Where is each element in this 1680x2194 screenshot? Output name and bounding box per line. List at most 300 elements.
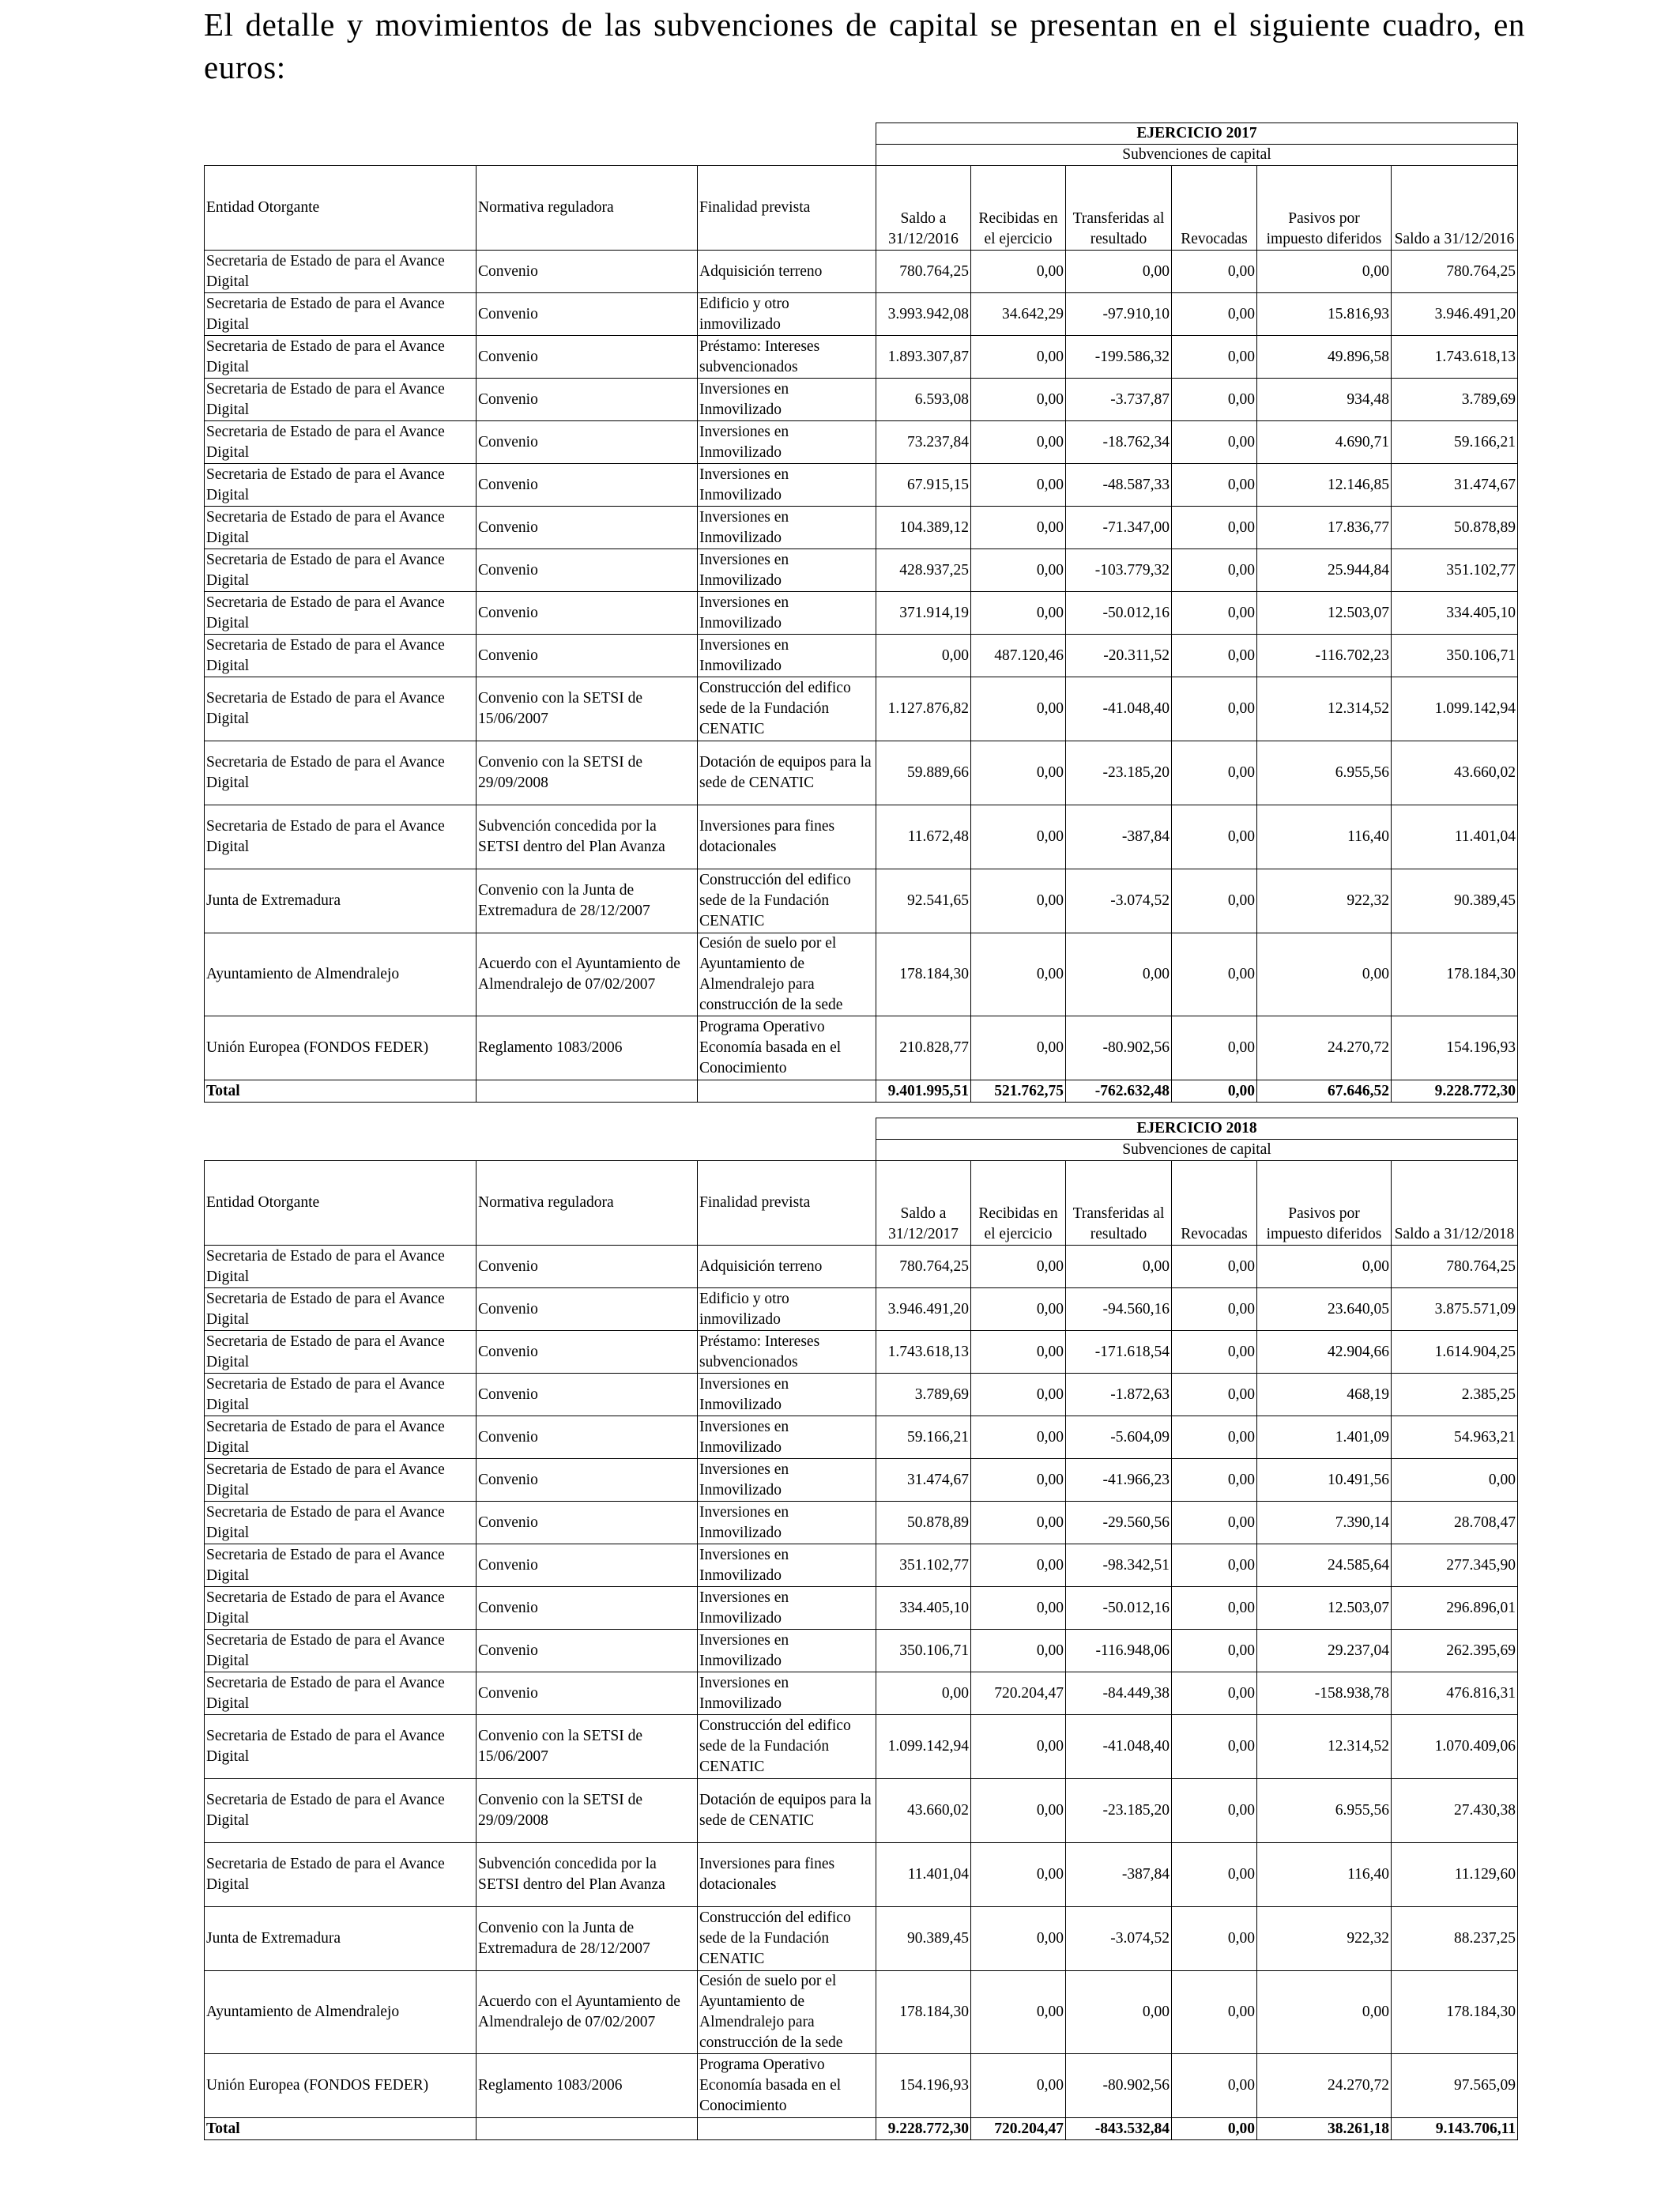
cell-finalidad: Inversiones en Inmovilizado <box>698 1672 876 1715</box>
cell-normativa: Acuerdo con el Ayuntamiento de Almendralejo de 07/02/2007 <box>477 933 698 1016</box>
cell-saldo_ini: 3.946.491,20 <box>876 1288 971 1331</box>
cell-revocadas: 0,00 <box>1172 592 1257 635</box>
cell-recibidas: 0,00 <box>971 1459 1066 1502</box>
cell-pasivos: 934,48 <box>1257 379 1392 421</box>
cell-transferidas: -3.737,87 <box>1066 379 1172 421</box>
cell-entidad: Secretaria de Estado de para el Avance Digital <box>205 379 477 421</box>
cell-recibidas: 0,00 <box>971 1971 1066 2054</box>
cell-recibidas: 0,00 <box>971 1246 1066 1288</box>
cell-normativa: Convenio con la SETSI de 29/09/2008 <box>477 741 698 805</box>
cell-normativa: Subvención concedida por la SETSI dentro del Plan Avanza <box>477 1843 698 1907</box>
cell-entidad: Secretaria de Estado de para el Avance Digital <box>205 1331 477 1374</box>
total-saldo_ini: 9.228.772,30 <box>876 2118 971 2140</box>
table-row <box>205 1630 1518 1672</box>
subtitle-row <box>205 1140 1518 1161</box>
table-row <box>205 379 1518 421</box>
cell-entidad: Secretaria de Estado de para el Avance Digital <box>205 635 477 677</box>
cell-recibidas: 0,00 <box>971 869 1066 933</box>
table-row <box>205 1016 1518 1080</box>
cell-saldo_fin: 1.099.142,94 <box>1392 677 1518 741</box>
cell-normativa: Convenio <box>477 293 698 336</box>
cell-recibidas: 0,00 <box>971 1630 1066 1672</box>
cell-transferidas: -103.779,32 <box>1066 549 1172 592</box>
total-row <box>205 2118 1518 2140</box>
cell-pasivos: 42.904,66 <box>1257 1331 1392 1374</box>
cell-transferidas: -18.762,34 <box>1066 421 1172 464</box>
cell-recibidas: 0,00 <box>971 507 1066 549</box>
cell-recibidas: 0,00 <box>971 251 1066 293</box>
cell-normativa: Convenio con la SETSI de 29/09/2008 <box>477 1779 698 1843</box>
cell-normativa: Reglamento 1083/2006 <box>477 2054 698 2118</box>
table-title: EJERCICIO 2018 <box>876 1118 1518 1140</box>
cell-saldo_ini: 59.889,66 <box>876 741 971 805</box>
cell-saldo_fin: 154.196,93 <box>1392 1016 1518 1080</box>
cell-normativa: Convenio <box>477 336 698 379</box>
cell-entidad: Secretaria de Estado de para el Avance Digital <box>205 421 477 464</box>
cell-revocadas: 0,00 <box>1172 1672 1257 1715</box>
cell-saldo_fin: 27.430,38 <box>1392 1779 1518 1843</box>
table-row <box>205 549 1518 592</box>
table-row <box>205 1843 1518 1907</box>
table-row <box>205 1288 1518 1331</box>
total-empty <box>477 1080 698 1103</box>
cell-recibidas: 0,00 <box>971 1016 1066 1080</box>
cell-recibidas: 0,00 <box>971 464 1066 507</box>
cell-saldo_ini: 3.993.942,08 <box>876 293 971 336</box>
cell-entidad: Secretaria de Estado de para el Avance Digital <box>205 1672 477 1715</box>
cell-revocadas: 0,00 <box>1172 293 1257 336</box>
cell-finalidad: Inversiones en Inmovilizado <box>698 507 876 549</box>
table-row <box>205 1779 1518 1843</box>
cell-entidad: Secretaria de Estado de para el Avance Digital <box>205 1715 477 1779</box>
cell-normativa: Convenio con la Junta de Extremadura de 28/12/2007 <box>477 869 698 933</box>
cell-pasivos: -116.702,23 <box>1257 635 1392 677</box>
cell-finalidad: Inversiones en Inmovilizado <box>698 1374 876 1416</box>
cell-pasivos: 24.585,64 <box>1257 1544 1392 1587</box>
cell-entidad: Secretaria de Estado de para el Avance Digital <box>205 1587 477 1630</box>
cell-revocadas: 0,00 <box>1172 507 1257 549</box>
cell-saldo_ini: 59.166,21 <box>876 1416 971 1459</box>
cell-transferidas: -84.449,38 <box>1066 1672 1172 1715</box>
total-saldo_fin: 9.228.772,30 <box>1392 1080 1518 1103</box>
cell-pasivos: 4.690,71 <box>1257 421 1392 464</box>
cell-revocadas: 0,00 <box>1172 549 1257 592</box>
header-normativa: Normativa reguladora <box>477 166 698 251</box>
cell-finalidad: Inversiones en Inmovilizado <box>698 592 876 635</box>
cell-pasivos: 12.314,52 <box>1257 1715 1392 1779</box>
cell-recibidas: 0,00 <box>971 1587 1066 1630</box>
cell-pasivos: 116,40 <box>1257 1843 1392 1907</box>
cell-recibidas: 0,00 <box>971 1779 1066 1843</box>
cell-normativa: Convenio <box>477 1587 698 1630</box>
table-row <box>205 1416 1518 1459</box>
title-row <box>205 123 1518 145</box>
cell-recibidas: 0,00 <box>971 805 1066 869</box>
cell-transferidas: -94.560,16 <box>1066 1288 1172 1331</box>
cell-transferidas: 0,00 <box>1066 1246 1172 1288</box>
cell-finalidad: Inversiones en Inmovilizado <box>698 1544 876 1587</box>
cell-entidad: Junta de Extremadura <box>205 869 477 933</box>
cell-saldo_fin: 0,00 <box>1392 1459 1518 1502</box>
cell-normativa: Convenio con la SETSI de 15/06/2007 <box>477 677 698 741</box>
table-row <box>205 741 1518 805</box>
cell-saldo_ini: 178.184,30 <box>876 1971 971 2054</box>
cell-transferidas: -3.074,52 <box>1066 1907 1172 1971</box>
cell-transferidas: -48.587,33 <box>1066 464 1172 507</box>
cell-transferidas: -199.586,32 <box>1066 336 1172 379</box>
table-row <box>205 933 1518 1016</box>
cell-finalidad: Inversiones en Inmovilizado <box>698 1587 876 1630</box>
empty-corner <box>205 1140 876 1161</box>
cell-finalidad: Construcción del edifico sede de la Fundación CENATIC <box>698 1715 876 1779</box>
cell-revocadas: 0,00 <box>1172 1288 1257 1331</box>
header-pasivos: Pasivos por impuesto diferidos <box>1257 1161 1392 1246</box>
cell-normativa: Convenio <box>477 1416 698 1459</box>
cell-entidad: Secretaria de Estado de para el Avance Digital <box>205 741 477 805</box>
cell-normativa: Subvención concedida por la SETSI dentro del Plan Avanza <box>477 805 698 869</box>
cell-normativa: Convenio <box>477 421 698 464</box>
cell-revocadas: 0,00 <box>1172 1587 1257 1630</box>
header-recibidas: Recibidas en el ejercicio <box>971 166 1066 251</box>
cell-pasivos: 15.816,93 <box>1257 293 1392 336</box>
cell-revocadas: 0,00 <box>1172 1016 1257 1080</box>
cell-transferidas: -387,84 <box>1066 805 1172 869</box>
cell-pasivos: 0,00 <box>1257 1971 1392 2054</box>
header-entidad: Entidad Otorgante <box>205 166 477 251</box>
table-subtitle: Subvenciones de capital <box>876 145 1518 166</box>
cell-transferidas: -41.048,40 <box>1066 677 1172 741</box>
cell-saldo_ini: 0,00 <box>876 635 971 677</box>
cell-saldo_fin: 43.660,02 <box>1392 741 1518 805</box>
cell-entidad: Secretaria de Estado de para el Avance Digital <box>205 805 477 869</box>
cell-saldo_fin: 1.070.409,06 <box>1392 1715 1518 1779</box>
cell-normativa: Reglamento 1083/2006 <box>477 1016 698 1080</box>
header-recibidas: Recibidas en el ejercicio <box>971 1161 1066 1246</box>
cell-saldo_fin: 262.395,69 <box>1392 1630 1518 1672</box>
cell-entidad: Secretaria de Estado de para el Avance Digital <box>205 549 477 592</box>
cell-finalidad: Inversiones en Inmovilizado <box>698 1502 876 1544</box>
cell-saldo_fin: 277.345,90 <box>1392 1544 1518 1587</box>
cell-saldo_fin: 178.184,30 <box>1392 933 1518 1016</box>
cell-pasivos: 12.146,85 <box>1257 464 1392 507</box>
cell-revocadas: 0,00 <box>1172 869 1257 933</box>
table-row <box>205 507 1518 549</box>
cell-revocadas: 0,00 <box>1172 933 1257 1016</box>
cell-transferidas: -41.966,23 <box>1066 1459 1172 1502</box>
empty-corner <box>205 145 876 166</box>
total-saldo_fin: 9.143.706,11 <box>1392 2118 1518 2140</box>
cell-pasivos: 922,32 <box>1257 869 1392 933</box>
cell-entidad: Secretaria de Estado de para el Avance Digital <box>205 1374 477 1416</box>
cell-transferidas: -387,84 <box>1066 1843 1172 1907</box>
cell-saldo_ini: 31.474,67 <box>876 1459 971 1502</box>
cell-recibidas: 0,00 <box>971 1331 1066 1374</box>
cell-pasivos: 0,00 <box>1257 251 1392 293</box>
table-row <box>205 1971 1518 2054</box>
cell-recibidas: 0,00 <box>971 1502 1066 1544</box>
cell-finalidad: Préstamo: Intereses subvencionados <box>698 1331 876 1374</box>
cell-normativa: Convenio <box>477 549 698 592</box>
cell-saldo_fin: 3.875.571,09 <box>1392 1288 1518 1331</box>
cell-normativa: Convenio <box>477 464 698 507</box>
cell-finalidad: Dotación de equipos para la sede de CENATIC <box>698 1779 876 1843</box>
cell-pasivos: 17.836,77 <box>1257 507 1392 549</box>
cell-saldo_ini: 11.672,48 <box>876 805 971 869</box>
cell-recibidas: 0,00 <box>971 1544 1066 1587</box>
cell-finalidad: Cesión de suelo por el Ayuntamiento de Almendralejo para construcción de la sede <box>698 1971 876 2054</box>
cell-saldo_ini: 92.541,65 <box>876 869 971 933</box>
cell-revocadas: 0,00 <box>1172 2054 1257 2118</box>
cell-normativa: Convenio <box>477 1331 698 1374</box>
cell-revocadas: 0,00 <box>1172 421 1257 464</box>
cell-transferidas: -1.872,63 <box>1066 1374 1172 1416</box>
cell-entidad: Unión Europea (FONDOS FEDER) <box>205 2054 477 2118</box>
cell-saldo_ini: 43.660,02 <box>876 1779 971 1843</box>
total-pasivos: 67.646,52 <box>1257 1080 1392 1103</box>
cell-normativa: Convenio <box>477 1672 698 1715</box>
cell-normativa: Convenio <box>477 1630 698 1672</box>
cell-saldo_fin: 1.743.618,13 <box>1392 336 1518 379</box>
cell-saldo_fin: 3.789,69 <box>1392 379 1518 421</box>
cell-saldo_fin: 97.565,09 <box>1392 2054 1518 2118</box>
total-recibidas: 521.762,75 <box>971 1080 1066 1103</box>
cell-saldo_fin: 88.237,25 <box>1392 1907 1518 1971</box>
cell-saldo_ini: 90.389,45 <box>876 1907 971 1971</box>
table-ejercicio-2018 <box>204 1118 1518 2140</box>
table-row <box>205 805 1518 869</box>
table-row <box>205 1374 1518 1416</box>
cell-pasivos: 10.491,56 <box>1257 1459 1392 1502</box>
table-row <box>205 1907 1518 1971</box>
cell-saldo_fin: 50.878,89 <box>1392 507 1518 549</box>
cell-entidad: Secretaria de Estado de para el Avance Digital <box>205 1459 477 1502</box>
cell-saldo_ini: 6.593,08 <box>876 379 971 421</box>
cell-finalidad: Dotación de equipos para la sede de CENATIC <box>698 741 876 805</box>
cell-recibidas: 0,00 <box>971 1288 1066 1331</box>
intro-paragraph: El detalle y movimientos de las subvenciones de capital se presentan en el siguiente cuadro, en euros: <box>204 6 1525 85</box>
cell-recibidas: 0,00 <box>971 592 1066 635</box>
cell-saldo_ini: 11.401,04 <box>876 1843 971 1907</box>
total-label: Total <box>205 1080 477 1103</box>
cell-saldo_fin: 90.389,45 <box>1392 869 1518 933</box>
cell-normativa: Convenio con la SETSI de 15/06/2007 <box>477 1715 698 1779</box>
cell-revocadas: 0,00 <box>1172 1416 1257 1459</box>
total-empty <box>698 2118 876 2140</box>
cell-transferidas: -29.560,56 <box>1066 1502 1172 1544</box>
header-entidad: Entidad Otorgante <box>205 1161 477 1246</box>
cell-saldo_fin: 2.385,25 <box>1392 1374 1518 1416</box>
cell-saldo_ini: 1.893.307,87 <box>876 336 971 379</box>
subtitle-row <box>205 145 1518 166</box>
cell-finalidad: Inversiones en Inmovilizado <box>698 635 876 677</box>
cell-recibidas: 0,00 <box>971 1907 1066 1971</box>
cell-finalidad: Inversiones para fines dotacionales <box>698 1843 876 1907</box>
table-row <box>205 251 1518 293</box>
table-ejercicio-2017 <box>204 123 1518 1103</box>
cell-saldo_ini: 780.764,25 <box>876 1246 971 1288</box>
cell-saldo_ini: 73.237,84 <box>876 421 971 464</box>
cell-revocadas: 0,00 <box>1172 677 1257 741</box>
empty-corner <box>205 1118 876 1140</box>
table-row <box>205 1502 1518 1544</box>
cell-entidad: Secretaria de Estado de para el Avance Digital <box>205 1246 477 1288</box>
table-row <box>205 592 1518 635</box>
table-row <box>205 1246 1518 1288</box>
cell-transferidas: -20.311,52 <box>1066 635 1172 677</box>
cell-pasivos: 29.237,04 <box>1257 1630 1392 1672</box>
cell-saldo_fin: 780.764,25 <box>1392 251 1518 293</box>
cell-pasivos: 24.270,72 <box>1257 2054 1392 2118</box>
cell-entidad: Secretaria de Estado de para el Avance Digital <box>205 677 477 741</box>
cell-finalidad: Construcción del edifico sede de la Fundación CENATIC <box>698 869 876 933</box>
cell-revocadas: 0,00 <box>1172 1246 1257 1288</box>
cell-saldo_fin: 11.401,04 <box>1392 805 1518 869</box>
cell-revocadas: 0,00 <box>1172 1502 1257 1544</box>
cell-entidad: Ayuntamiento de Almendralejo <box>205 933 477 1016</box>
cell-finalidad: Inversiones para fines dotacionales <box>698 805 876 869</box>
cell-normativa: Convenio con la Junta de Extremadura de 28/12/2007 <box>477 1907 698 1971</box>
cell-saldo_ini: 104.389,12 <box>876 507 971 549</box>
cell-finalidad: Construcción del edifico sede de la Fundación CENATIC <box>698 677 876 741</box>
cell-saldo_fin: 1.614.904,25 <box>1392 1331 1518 1374</box>
cell-transferidas: 0,00 <box>1066 933 1172 1016</box>
header-pasivos: Pasivos por impuesto diferidos <box>1257 166 1392 251</box>
cell-pasivos: 23.640,05 <box>1257 1288 1392 1331</box>
cell-saldo_ini: 428.937,25 <box>876 549 971 592</box>
cell-saldo_fin: 178.184,30 <box>1392 1971 1518 2054</box>
cell-saldo_fin: 296.896,01 <box>1392 1587 1518 1630</box>
cell-entidad: Secretaria de Estado de para el Avance Digital <box>205 1288 477 1331</box>
cell-saldo_ini: 0,00 <box>876 1672 971 1715</box>
cell-normativa: Convenio <box>477 1459 698 1502</box>
cell-saldo_ini: 154.196,93 <box>876 2054 971 2118</box>
cell-finalidad: Inversiones en Inmovilizado <box>698 379 876 421</box>
header-row <box>205 1161 1518 1246</box>
cell-revocadas: 0,00 <box>1172 336 1257 379</box>
cell-recibidas: 0,00 <box>971 336 1066 379</box>
cell-pasivos: 922,32 <box>1257 1907 1392 1971</box>
total-label: Total <box>205 2118 477 2140</box>
table-row <box>205 677 1518 741</box>
cell-saldo_ini: 350.106,71 <box>876 1630 971 1672</box>
cell-transferidas: -80.902,56 <box>1066 2054 1172 2118</box>
cell-normativa: Convenio <box>477 592 698 635</box>
cell-pasivos: -158.938,78 <box>1257 1672 1392 1715</box>
cell-saldo_ini: 67.915,15 <box>876 464 971 507</box>
cell-saldo_ini: 210.828,77 <box>876 1016 971 1080</box>
cell-saldo_fin: 476.816,31 <box>1392 1672 1518 1715</box>
total-pasivos: 38.261,18 <box>1257 2118 1392 2140</box>
cell-pasivos: 116,40 <box>1257 805 1392 869</box>
cell-saldo_ini: 780.764,25 <box>876 251 971 293</box>
table-row <box>205 1544 1518 1587</box>
table-row <box>205 1459 1518 1502</box>
cell-transferidas: 0,00 <box>1066 251 1172 293</box>
cell-recibidas: 0,00 <box>971 933 1066 1016</box>
total-empty <box>477 2118 698 2140</box>
cell-finalidad: Adquisición terreno <box>698 1246 876 1288</box>
table-row <box>205 635 1518 677</box>
header-transferidas: Transferidas al resultado <box>1066 1161 1172 1246</box>
cell-recibidas: 0,00 <box>971 421 1066 464</box>
table-row <box>205 421 1518 464</box>
cell-recibidas: 0,00 <box>971 549 1066 592</box>
table-title: EJERCICIO 2017 <box>876 123 1518 145</box>
cell-pasivos: 468,19 <box>1257 1374 1392 1416</box>
cell-entidad: Secretaria de Estado de para el Avance Digital <box>205 251 477 293</box>
cell-saldo_ini: 334.405,10 <box>876 1587 971 1630</box>
cell-saldo_ini: 371.914,19 <box>876 592 971 635</box>
cell-recibidas: 487.120,46 <box>971 635 1066 677</box>
cell-recibidas: 34.642,29 <box>971 293 1066 336</box>
cell-normativa: Acuerdo con el Ayuntamiento de Almendralejo de 07/02/2007 <box>477 1971 698 2054</box>
cell-normativa: Convenio <box>477 1374 698 1416</box>
cell-pasivos: 6.955,56 <box>1257 741 1392 805</box>
cell-revocadas: 0,00 <box>1172 379 1257 421</box>
cell-normativa: Convenio <box>477 635 698 677</box>
cell-transferidas: -171.618,54 <box>1066 1331 1172 1374</box>
cell-revocadas: 0,00 <box>1172 1459 1257 1502</box>
empty-corner <box>205 123 876 145</box>
cell-saldo_fin: 59.166,21 <box>1392 421 1518 464</box>
cell-pasivos: 49.896,58 <box>1257 336 1392 379</box>
total-revocadas: 0,00 <box>1172 1080 1257 1103</box>
table-row <box>205 293 1518 336</box>
cell-saldo_ini: 1.127.876,82 <box>876 677 971 741</box>
table-row <box>205 464 1518 507</box>
cell-pasivos: 12.503,07 <box>1257 1587 1392 1630</box>
cell-transferidas: -23.185,20 <box>1066 1779 1172 1843</box>
cell-saldo_ini: 1.743.618,13 <box>876 1331 971 1374</box>
cell-entidad: Secretaria de Estado de para el Avance Digital <box>205 507 477 549</box>
table-row <box>205 2054 1518 2118</box>
cell-entidad: Secretaria de Estado de para el Avance Digital <box>205 464 477 507</box>
header-finalidad: Finalidad prevista <box>698 166 876 251</box>
cell-finalidad: Inversiones en Inmovilizado <box>698 549 876 592</box>
cell-saldo_fin: 54.963,21 <box>1392 1416 1518 1459</box>
cell-transferidas: -3.074,52 <box>1066 869 1172 933</box>
header-revocadas: Revocadas <box>1172 166 1257 251</box>
cell-recibidas: 0,00 <box>971 1416 1066 1459</box>
cell-normativa: Convenio <box>477 1246 698 1288</box>
cell-revocadas: 0,00 <box>1172 1779 1257 1843</box>
cell-finalidad: Inversiones en Inmovilizado <box>698 1630 876 1672</box>
cell-revocadas: 0,00 <box>1172 1907 1257 1971</box>
cell-recibidas: 0,00 <box>971 1843 1066 1907</box>
cell-saldo_fin: 31.474,67 <box>1392 464 1518 507</box>
cell-pasivos: 25.944,84 <box>1257 549 1392 592</box>
header-saldo_ini: Saldo a 31/12/2017 <box>876 1161 971 1246</box>
cell-finalidad: Inversiones en Inmovilizado <box>698 421 876 464</box>
cell-finalidad: Adquisición terreno <box>698 251 876 293</box>
cell-normativa: Convenio <box>477 1544 698 1587</box>
cell-pasivos: 0,00 <box>1257 933 1392 1016</box>
cell-pasivos: 12.503,07 <box>1257 592 1392 635</box>
cell-finalidad: Inversiones en Inmovilizado <box>698 1416 876 1459</box>
cell-entidad: Secretaria de Estado de para el Avance Digital <box>205 293 477 336</box>
table-subtitle: Subvenciones de capital <box>876 1140 1518 1161</box>
cell-normativa: Convenio <box>477 251 698 293</box>
cell-pasivos: 1.401,09 <box>1257 1416 1392 1459</box>
cell-finalidad: Cesión de suelo por el Ayuntamiento de Almendralejo para construcción de la sede <box>698 933 876 1016</box>
total-transferidas: -843.532,84 <box>1066 2118 1172 2140</box>
cell-transferidas: -23.185,20 <box>1066 741 1172 805</box>
cell-saldo_ini: 3.789,69 <box>876 1374 971 1416</box>
cell-entidad: Secretaria de Estado de para el Avance Digital <box>205 1544 477 1587</box>
total-recibidas: 720.204,47 <box>971 2118 1066 2140</box>
cell-transferidas: -50.012,16 <box>1066 1587 1172 1630</box>
header-finalidad: Finalidad prevista <box>698 1161 876 1246</box>
